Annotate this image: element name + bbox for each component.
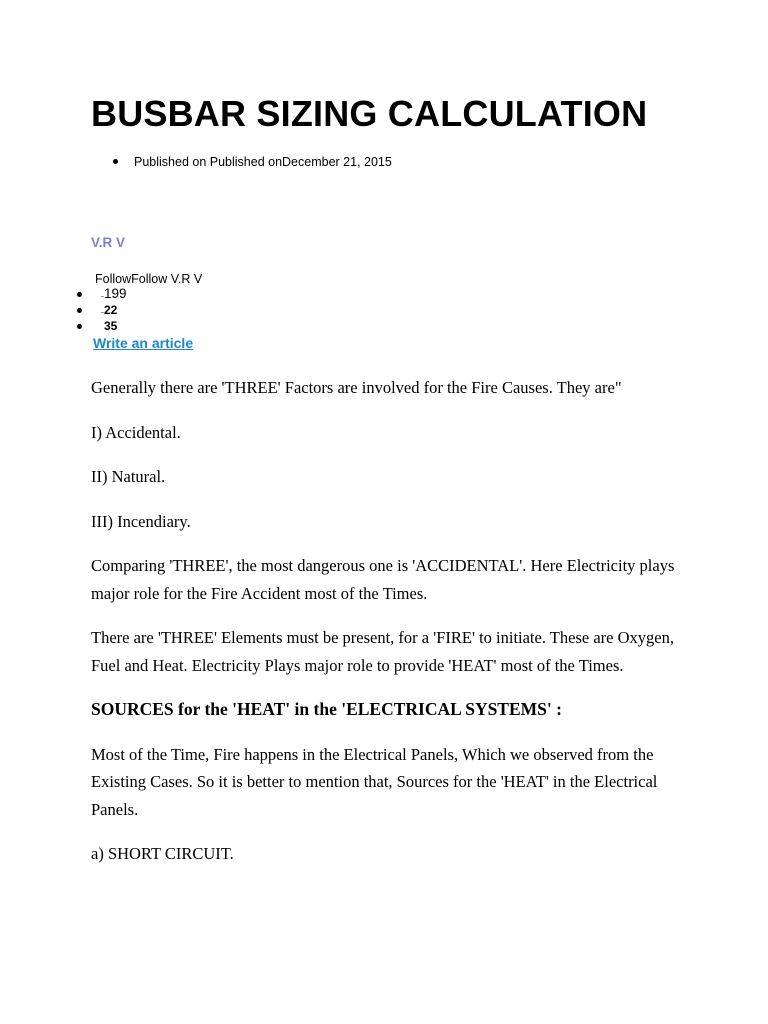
published-date bbox=[113, 153, 392, 171]
follow-button[interactable]: FollowFollow V.R V bbox=[95, 272, 203, 286]
comments-count: 22 bbox=[104, 303, 118, 317]
paragraph: Comparing 'THREE', the most dangerous one is 'ACCIDENTAL'. Here Electricity plays major role for the Fire Accident most of the Times. bbox=[91, 556, 675, 603]
paragraph: I) Accidental. bbox=[91, 422, 181, 442]
article-body bbox=[91, 374, 691, 885]
section-heading: SOURCES for the 'HEAT' in the 'ELECTRICAL SYSTEMS' : bbox=[91, 699, 562, 719]
write-article-link[interactable]: Write an article bbox=[93, 335, 194, 351]
paragraph: II) Natural. bbox=[91, 467, 166, 486]
paragraph: There are 'THREE' Elements must be present, for a 'FIRE' to initiate. These are Oxygen, Fuel and Heat. Electricity Plays major role to provide 'HEAT' most of the Times. bbox=[91, 628, 674, 675]
paragraph: Generally there are 'THREE' Factors are involved for the Fire Causes. They are" bbox=[91, 378, 622, 397]
bullet-icon bbox=[77, 324, 82, 329]
article-title: BUSBAR SIZING CALCULATION bbox=[91, 93, 648, 134]
published-text: Published on Published onDecember 21, 2015 bbox=[134, 155, 392, 169]
author-name[interactable]: V.R V bbox=[91, 235, 126, 250]
paragraph: a) SHORT CIRCUIT. bbox=[91, 844, 234, 863]
bullet-icon bbox=[77, 292, 82, 297]
paragraph: III) Incendiary. bbox=[91, 511, 191, 531]
likes-count: 199 bbox=[104, 286, 127, 301]
bullet-icon bbox=[113, 159, 118, 164]
bullet-icon bbox=[77, 308, 82, 313]
shares-count: 35 bbox=[104, 319, 118, 333]
paragraph: Most of the Time, Fire happens in the Electrical Panels, Which we observed from the Existing Cases. So it is better to mention that, Sources for the 'HEAT' in the Electrical Panels. bbox=[91, 744, 658, 819]
